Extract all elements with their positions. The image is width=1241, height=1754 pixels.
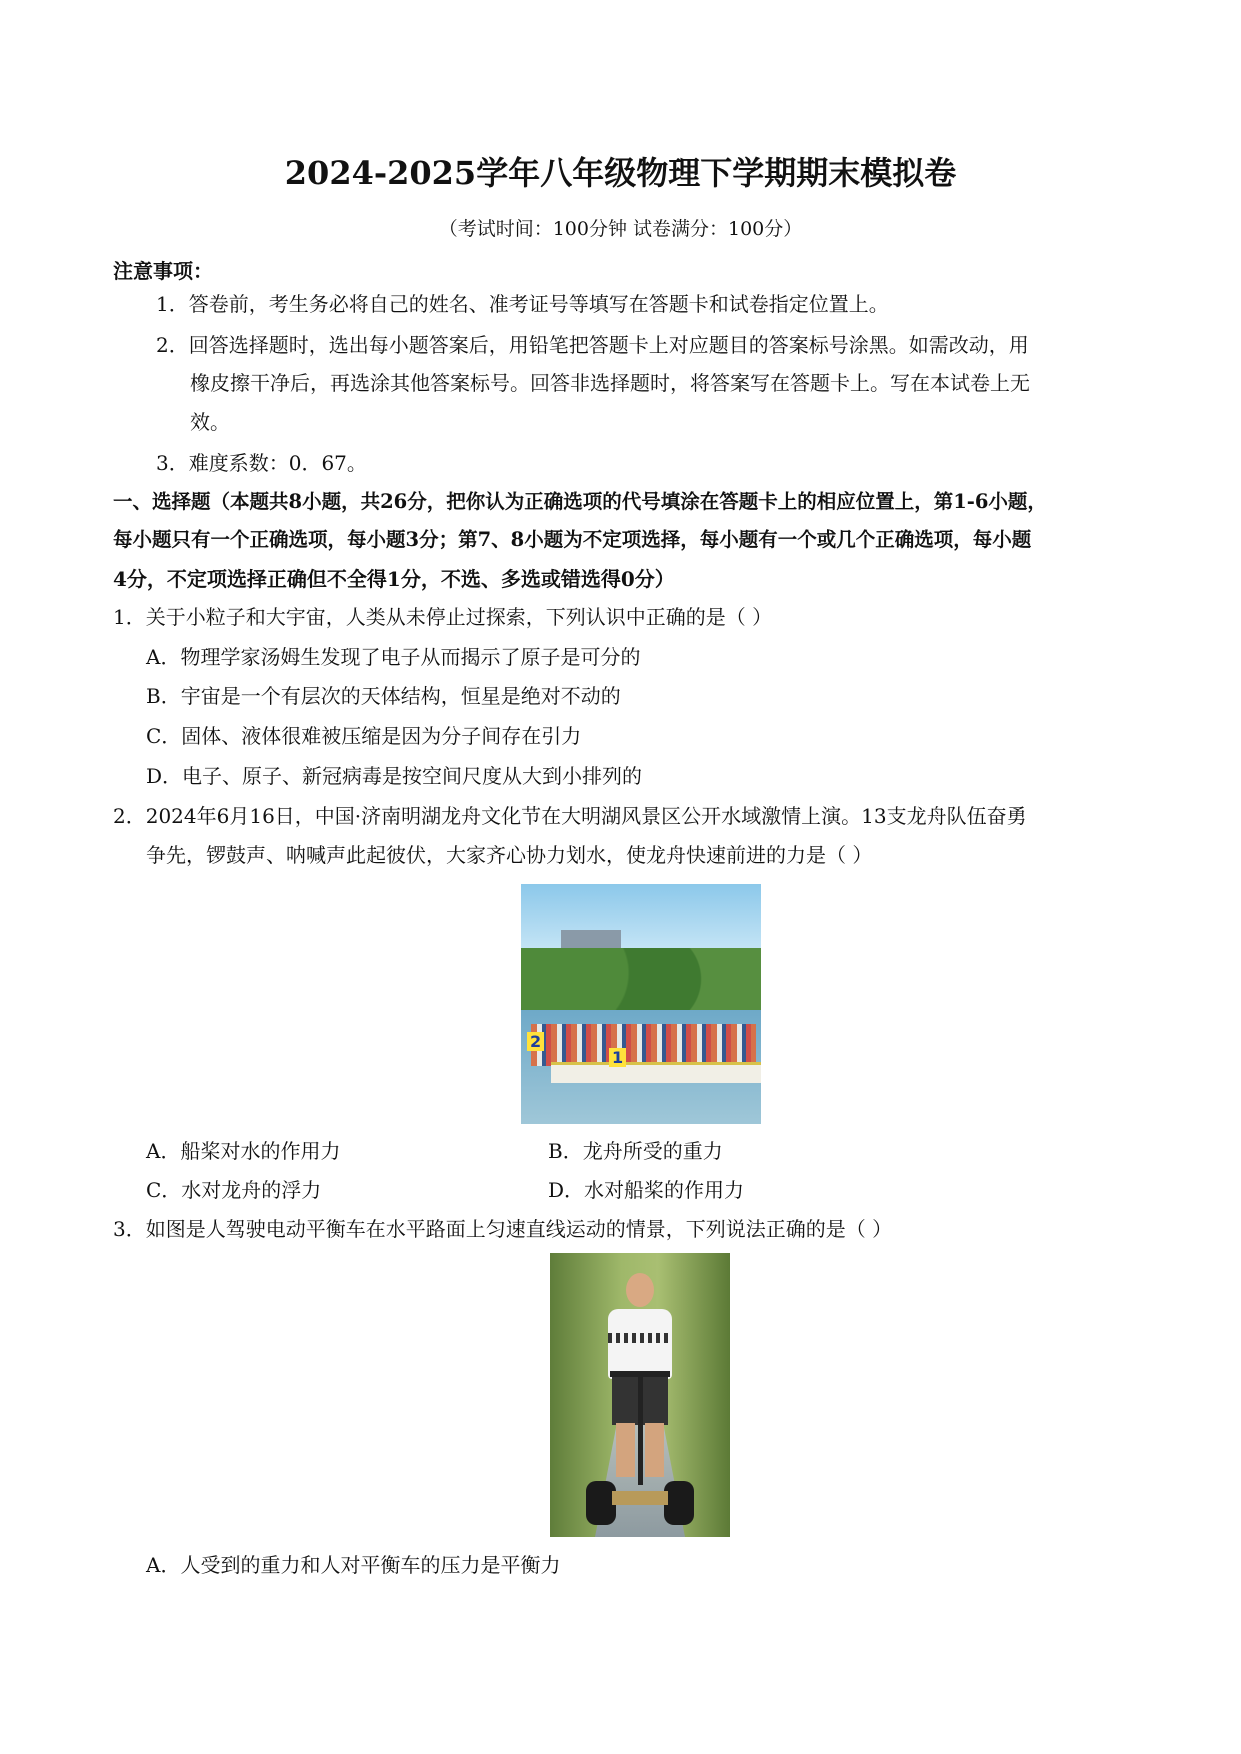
- question-1-option-d: D．电子、原子、新冠病毒是按空间尺度从大到小排列的: [146, 764, 643, 788]
- question-1-stem: 1．关于小粒子和大宇宙，人类从未停止过探索，下列认识中正确的是（ ）: [113, 605, 773, 629]
- exam-title: 2024-2025学年八年级物理下学期期末模拟卷: [284, 154, 957, 192]
- exam-subtitle: （考试时间：100分钟 试卷满分：100分）: [438, 218, 803, 240]
- note-2-line-3: 效。: [190, 410, 230, 434]
- question-2-option-c: C．水对龙舟的浮力: [146, 1178, 322, 1202]
- question-3-option-a: A．人受到的重力和人对平衡车的压力是平衡力: [146, 1553, 561, 1577]
- photo-rider-head: [626, 1273, 654, 1307]
- photo-sky: [521, 884, 761, 954]
- question-1-option-b: B．宇宙是一个有层次的天体结构，恒星是绝对不动的: [146, 684, 621, 708]
- boat-number-label: 1: [609, 1048, 626, 1067]
- photo-segway-base: [612, 1491, 668, 1505]
- question-1-option-a: A．物理学家汤姆生发现了电子从而揭示了原子是可分的: [146, 645, 641, 669]
- notes-heading: 注意事项：: [113, 259, 213, 283]
- photo-shirt-pattern: [608, 1333, 672, 1343]
- photo-segway-bar: [638, 1375, 643, 1485]
- boat-number-label: 2: [527, 1032, 544, 1051]
- note-2-line-2: 橡皮擦干净后，再选涂其他答案标号。回答非选择题时，将答案写在答题卡上。写在本试卷上无: [190, 371, 1030, 395]
- section-1-instruction-3: 4分，不定项选择正确但不全得1分，不选、多选或错选得0分）: [113, 567, 675, 591]
- note-3: 3．难度系数：0．67。: [156, 451, 367, 475]
- photo-rider-shirt: [608, 1309, 672, 1379]
- question-2-stem-1: 2．2024年6月16日，中国·济南明湖龙舟文化节在大明湖风景区公开水域激情上演。13支龙舟队伍奋勇: [113, 804, 1027, 828]
- question-1-option-c: C．固体、液体很难被压缩是因为分子间存在引力: [146, 724, 582, 748]
- question-2-option-b: B．龙舟所受的重力: [548, 1139, 723, 1163]
- section-1-instruction-2: 每小题只有一个正确选项，每小题3分；第7、8小题为不定项选择，每小题有一个或几个正确选项，每小题: [113, 528, 1032, 551]
- photo-trees: [521, 948, 761, 1010]
- question-2-option-a: A．船桨对水的作用力: [146, 1139, 341, 1163]
- question-3-stem: 3．如图是人驾驶电动平衡车在水平路面上匀速直线运动的情景，下列说法正确的是（ ）: [113, 1217, 893, 1241]
- note-2-line-1: 2．回答选择题时，选出每小题答案后，用铅笔把答题卡上对应题目的答案标号涂黑。如需改动，用: [156, 333, 1029, 357]
- photo-segway-right-wheel: [664, 1481, 694, 1525]
- photo-rowers: [531, 1024, 756, 1066]
- dragon-boat-photo: [521, 884, 761, 1124]
- note-1: 1．答卷前，考生务必将自己的姓名、准考证号等填写在答题卡和试卷指定位置上。: [156, 292, 889, 316]
- question-2-option-d: D．水对船桨的作用力: [548, 1178, 745, 1202]
- photo-boat-hull: [551, 1062, 761, 1083]
- section-1-instruction-1: 一、选择题（本题共8小题，共26分，把你认为正确选项的代号填涂在答题卡上的相应位置上，第1-6小题，: [113, 490, 1047, 513]
- question-2-stem-2: 争先，锣鼓声、呐喊声此起彼伏，大家齐心协力划水，使龙舟快速前进的力是（ ）: [146, 843, 873, 867]
- segway-rider-photo: [550, 1253, 730, 1537]
